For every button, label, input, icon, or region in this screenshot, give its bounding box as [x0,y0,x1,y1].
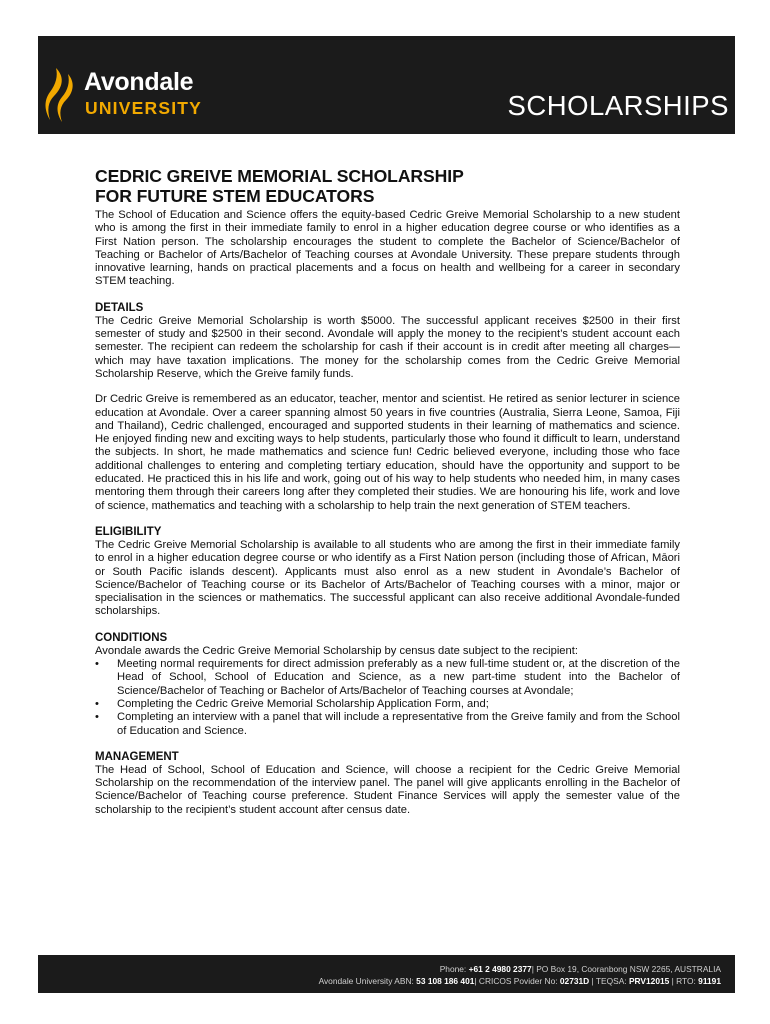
rto-label: | RTO: [669,976,699,986]
list-item [95,658,680,698]
details-heading: DETAILS [95,301,144,314]
title-line-2: FOR FUTURE STEM EDUCATORS [95,186,375,206]
document-body [95,166,680,817]
list-item-text: Completing an interview with a panel that will include a representative from the Greive family and from the School of Education and Science. [117,711,680,737]
footer-banner [38,955,735,993]
cricos-value: 02731D [559,976,590,986]
list-item [95,711,680,738]
teqsa-label: | TEQSA: [589,976,629,986]
postal-address: | PO Box 19, Cooranbong NSW 2265, AUSTRALIA [531,964,721,974]
bullet-icon: • [95,658,99,671]
title-line-1: CEDRIC GREIVE MEMORIAL SCHOLARSHIP [95,166,464,186]
avondale-logo[interactable] [44,66,224,126]
phone-number[interactable]: +61 2 4980 2377 [468,964,532,974]
abn-value: 53 108 186 401 [416,976,475,986]
conditions-heading: CONDITIONS [95,631,168,644]
header-banner [38,36,735,134]
teqsa-value: PRV12015 [628,976,670,986]
bullet-icon: • [95,697,99,710]
footer-contact-line [440,964,721,974]
page-section-title: SCHOLARSHIPS [507,90,729,121]
logo-wordmark: Avondale [84,68,194,96]
details-paragraph: The Cedric Greive Memorial Scholarship is worth $5000. The successful applicant receives $2500 in their first semester of study and $2500 in their second. Avondale will apply the money to the recipient’s student account each semester. The recipient can redeem the scholarship for cash if their account is in credit after meeting all charges—which may have taxation implications. The money for the scholarship comes from the Cedric Greive Memorial Scholarship Reserve, which the Greive family funds. [95,314,680,380]
logo-subtitle: UNIVERSITY [85,98,203,118]
rto-value: 91191 [698,976,721,986]
management-heading: MANAGEMENT [95,750,179,763]
document-title [95,166,680,206]
footer-registration-line [319,976,721,986]
list-item-text: Completing the Cedric Greive Memorial Scholarship Application Form, and; [117,697,489,710]
conditions-list [95,658,680,738]
biography-paragraph: Dr Cedric Greive is remembered as an educator, teacher, mentor and scientist. He retired as senior lecturer in science education at Avondale. Over a career spanning almost 50 years in five countries (Australia, Sierra Leone, Samoa, Fiji and Thailand), Cedric challenged, encouraged and supported students in their learning of mathematics and science. He enjoyed finding new and exciting ways to help students, particularly those who found it difficult to learn, understand the subjects. In short, he made mathematics and science fun! Cedric believed everyone, including those who face additional challenges to entering and completing tertiary education, should have the opportunity and support to be educated. He practiced this in his life and work, going out of his way to help students who needed him, in many cases mentoring them through their careers long after they completed their studies. We are honouring his life, work and love of science, mathematics and teaching with a scholarship to help train the next generation of STEM teachers. [95,393,680,512]
cricos-label: | CRICOS Povider No: [474,976,560,986]
list-item [95,698,680,711]
conditions-intro: Avondale awards the Cedric Greive Memorial Scholarship by census date subject to the recipient: [95,644,578,657]
eligibility-heading: ELIGIBILITY [95,525,162,538]
intro-paragraph: The School of Education and Science offers the equity-based Cedric Greive Memorial Scholarship to a new student who is among the first in their immediate family to enrol in a higher education degree course or who identifies as a First Nation person. The scholarship encourages the student to complete the Bachelor of Science/Bachelor of Teaching or Bachelor of Arts/Bachelor of Teaching courses at Avondale University. These prepare students through innovative learning, hands on practical placements and a focus on health and wellbeing for a career in secondary STEM teaching. [95,209,680,288]
bullet-icon: • [95,711,99,724]
abn-label: Avondale University ABN: [318,976,417,986]
flame-icon [44,66,80,124]
list-item-text: Meeting normal requirements for direct admission preferably as a new full-time student or, at the discretion of the Head of School, School of Education and Science, as a new part-time student into the Bachelor of Science/Bachelor of Teaching or Bachelor of Arts/Bachelor of Teaching courses at Avondale; [117,658,680,697]
phone-label: Phone: [439,964,469,974]
management-paragraph: The Head of School, School of Education and Science, will choose a recipient for the Cedric Greive Memorial Scholarship on the recommendation of the interview panel. The panel will give applicants enrolling in the Bachelor of Science/Bachelor of Teaching course preference. Student Finance Services will apply the semester value of the scholarship to the recipient’s student account after census date. [95,763,680,816]
eligibility-paragraph: The Cedric Greive Memorial Scholarship is available to all students who are among the first in their immediate family to enrol in a higher education degree course or who identify as a First Nation person (including those of African, Māori or South Pacific islands descent). Applicants must also enrol as a new student in Avondale’s Bachelor of Science/Bachelor of Teaching course or its Bachelor of Arts/Bachelor of Teaching courses with a minor, major or specialisation in the sciences or mathematics. The successful applicant can also receive additional Avondale-funded scholarships. [95,538,680,618]
